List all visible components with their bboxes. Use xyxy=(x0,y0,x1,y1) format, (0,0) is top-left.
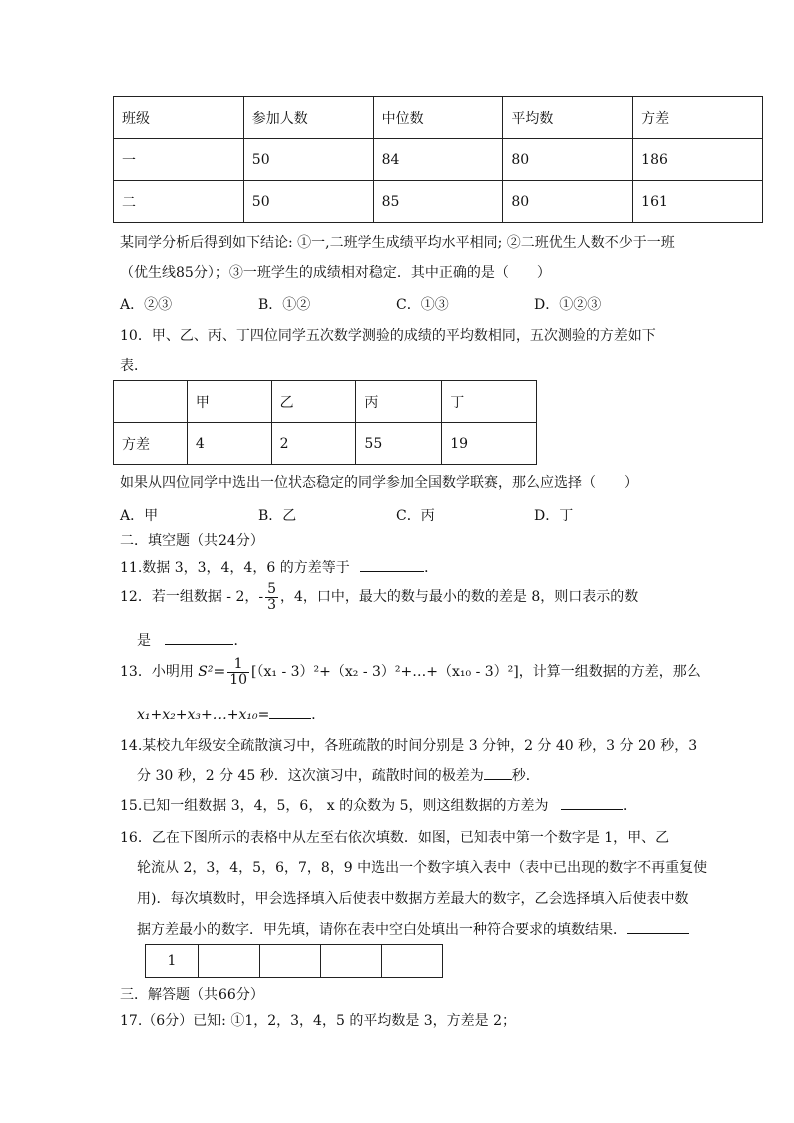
table-row xyxy=(114,181,763,223)
table-cell: 二 xyxy=(114,181,244,223)
q12-suffix: ，4，口中，最大的数与最小的数的差是 8，则口表示的数 xyxy=(280,589,639,606)
q14-line2 xyxy=(137,765,540,785)
table-cell: 4 xyxy=(187,423,271,465)
q15 xyxy=(120,795,637,815)
q12-line1 xyxy=(120,582,638,612)
q14-line2-prefix: 分 30 秒，2 分 45 秒．这次演习中，疏散时间的极差为 xyxy=(137,768,484,784)
table-cell: 85 xyxy=(373,181,503,223)
table-cell: 161 xyxy=(633,181,763,223)
table-header-cell: 平均数 xyxy=(503,97,633,139)
fraction-numerator: 5 xyxy=(267,581,277,597)
q10-line2: 表． xyxy=(120,358,148,374)
section-2-heading: 二．填空题（共24分） xyxy=(120,533,264,549)
score-stats-table xyxy=(113,96,763,223)
answer-blank xyxy=(360,559,424,572)
q15-end: ． xyxy=(622,798,637,814)
table-header-cell: 中位数 xyxy=(373,97,503,139)
fill-cell[interactable] xyxy=(321,945,382,978)
q13-line1 xyxy=(120,657,701,687)
q15-text: 15.已知一组数据 3，4，5，6， x 的众数为 5，则这组数据的方差为 xyxy=(120,798,549,814)
q16-line4-text: 据方差最小的数字．甲先填，请你在表中空白处填出一种符合要求的填数结果． xyxy=(137,922,627,938)
table-header-row xyxy=(114,381,537,423)
table-header-cell: 丁 xyxy=(442,381,537,423)
q11 xyxy=(120,557,438,577)
q10-question: 如果从四位同学中选出一位状态稳定的同学参加全国数学联赛，那么应选择（ ） xyxy=(120,475,638,491)
q10-option-c: C．丙 xyxy=(396,508,435,524)
table-header-cell: 乙 xyxy=(271,381,356,423)
q13-formula: [（x₁ - 3）²+（x₂ - 3）²+…+（x₁₀ - 3）²]，计算一组数据的方差，那么 xyxy=(251,664,701,681)
q14-line1: 14.某校九年级安全疏散演习中，各班疏散的时间分别是 3 分钟，2 分 40 秒，3 分 20 秒，3 xyxy=(120,738,698,754)
q13-line2 xyxy=(137,704,325,724)
q10-option-d: D．丁 xyxy=(534,508,574,524)
table-header-cell: 方差 xyxy=(633,97,763,139)
table-cell: 方差 xyxy=(114,423,188,465)
table-cell: 19 xyxy=(442,423,537,465)
q9-option-d: D．①②③ xyxy=(534,297,602,313)
q16-line2: 轮流从 2，3，4，5，6，7，8，9 中选出一个数字填入表中（表中已出现的数字不再重复使 xyxy=(137,860,708,876)
fraction-denominator: 10 xyxy=(229,671,248,688)
q16-line1: 16．乙在下图所示的表格中从左至右依次填数．如图，已知表中第一个数字是 1，甲、乙 xyxy=(120,830,670,846)
fill-cell[interactable]: 1 xyxy=(146,945,199,978)
table-cell: 186 xyxy=(633,139,763,181)
answer-blank xyxy=(627,921,689,934)
fraction-numerator: 1 xyxy=(227,657,249,673)
q13-end: ． xyxy=(311,707,326,723)
q10-option-a: A．甲 xyxy=(120,508,159,524)
table-cell: 2 xyxy=(271,423,356,465)
q10-option-b: B．乙 xyxy=(258,508,297,524)
q9-line2: （优生线85分）；③一班学生的成绩相对稳定．其中正确的是（ ） xyxy=(120,265,551,281)
fill-cell[interactable] xyxy=(199,945,260,978)
q16-line4 xyxy=(137,919,689,939)
answer-blank xyxy=(269,706,311,719)
answer-blank xyxy=(484,767,512,780)
table-header-row xyxy=(114,97,763,139)
variance-table xyxy=(113,380,537,465)
table-cell: 80 xyxy=(503,181,633,223)
q13-s2: S²= xyxy=(198,664,226,681)
q9-option-a: A．②③ xyxy=(120,297,173,313)
fill-cell[interactable] xyxy=(382,945,443,978)
q14-end: 秒． xyxy=(511,768,540,784)
fill-cell[interactable] xyxy=(260,945,321,978)
q12-line2-prefix: 是 xyxy=(137,633,151,649)
table-header-cell: 甲 xyxy=(187,381,271,423)
table-cell: 50 xyxy=(243,181,373,223)
table-row xyxy=(114,423,537,465)
table-header-cell: 参加人数 xyxy=(243,97,373,139)
fraction-denominator: 3 xyxy=(267,596,277,613)
fill-number-table xyxy=(145,944,443,978)
q12-prefix: 12．若一组数据 - 2， xyxy=(120,589,259,606)
q11-text: 11.数据 3，3，4，4，6 的方差等于 xyxy=(120,560,350,576)
table-header-cell xyxy=(114,381,188,423)
q13-prefix: 13．小明用 xyxy=(120,664,199,681)
table-row xyxy=(146,945,443,978)
q11-end: ． xyxy=(424,560,439,576)
table-row xyxy=(114,139,763,181)
q12-frac-sign: - xyxy=(258,589,264,606)
table-cell: 55 xyxy=(356,423,442,465)
fraction xyxy=(265,582,278,612)
section-3-heading: 三．解答题（共66分） xyxy=(120,987,264,1003)
q13-sum: x₁+x₂+x₃+…+x₁₀= xyxy=(137,707,270,723)
table-cell: 80 xyxy=(503,139,633,181)
q9-line1: 某同学分析后得到如下结论: ①一,二班学生成绩平均水平相同; ②二班优生人数不少于一班 xyxy=(120,235,675,251)
q10-line1: 10．甲、乙、丙、丁四位同学五次数学测验的成绩的平均数相同，五次测验的方差如下 xyxy=(120,328,656,344)
q12-end: ． xyxy=(233,633,248,649)
table-cell: 50 xyxy=(243,139,373,181)
q9-option-b: B．①② xyxy=(258,297,311,313)
q17: 17.（6分）已知: ①1，2，3，4，5 的平均数是 3，方差是 2； xyxy=(120,1013,517,1029)
q16-line3: 用)．每次填数时，甲会选择填入后使表中数据方差最大的数字，乙会选择填入后使表中数 xyxy=(137,891,689,907)
answer-blank xyxy=(165,632,233,645)
fraction xyxy=(227,657,249,687)
table-header-cell: 班级 xyxy=(114,97,244,139)
table-header-cell: 丙 xyxy=(356,381,442,423)
answer-blank xyxy=(561,797,623,810)
table-cell: 一 xyxy=(114,139,244,181)
q12-line2 xyxy=(137,630,247,650)
q9-option-c: C．①③ xyxy=(396,297,449,313)
table-cell: 84 xyxy=(373,139,503,181)
